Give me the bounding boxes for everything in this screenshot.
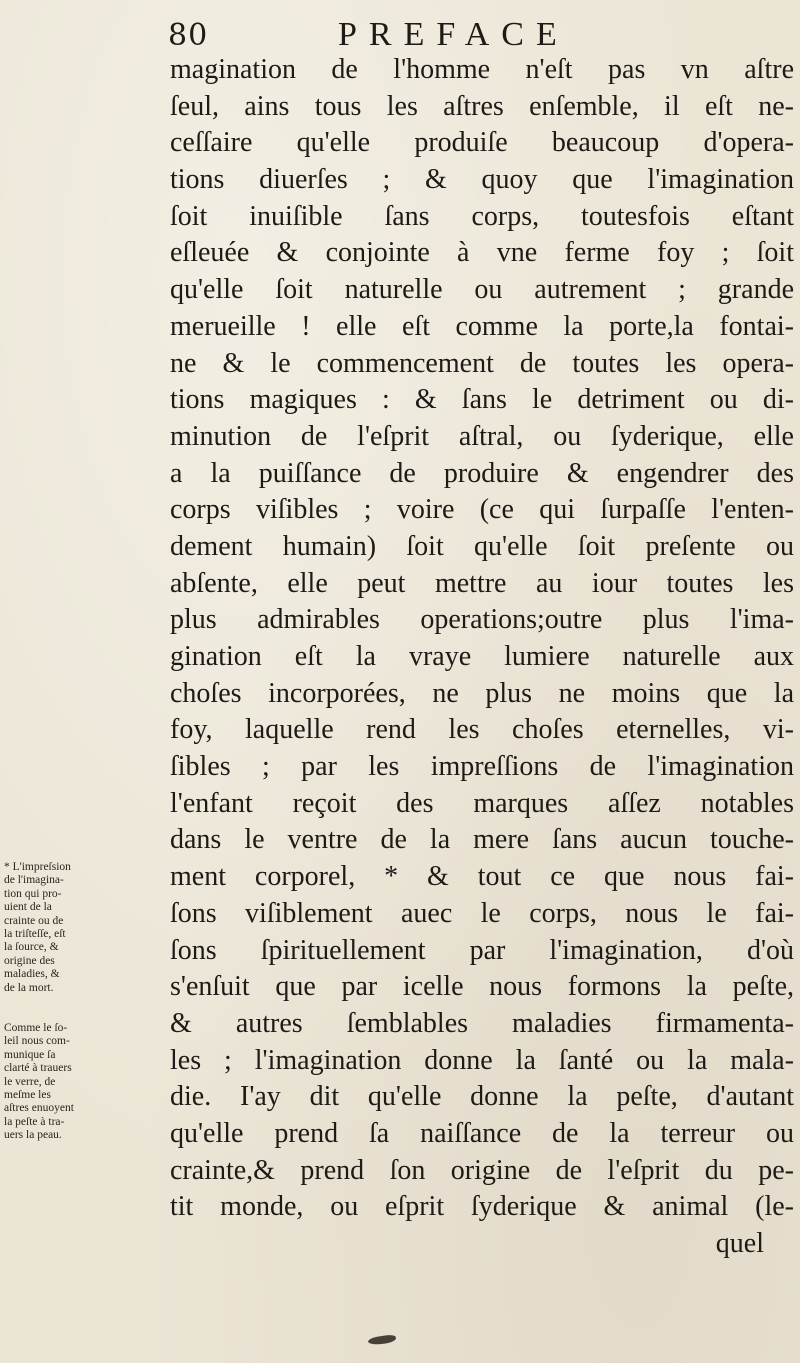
- text-line: foy, laquelle rend les choſes eternelles, vi-: [170, 714, 794, 746]
- text-line: a la puiſſance de produire & engendrer des: [170, 457, 794, 489]
- text-line: eſleuée & conjointe à vne ferme foy ; ſoit: [170, 237, 794, 269]
- text-line: tions diuerſes ; & quoy que l'imagination: [170, 164, 794, 196]
- text-line: qu'elle ſoit naturelle ou autrement ; grande: [170, 274, 794, 306]
- page-number: 80: [168, 18, 209, 53]
- margin-note-line: meſme les: [4, 1089, 51, 1102]
- ink-blot-icon: [368, 1334, 397, 1346]
- margin-note-line: origine des: [4, 954, 55, 967]
- text-line: ſeul, ains tous les aſtres enſemble, il eſt ne-: [170, 90, 794, 122]
- catchword: quel: [715, 1228, 764, 1259]
- margin-note-line: leil nous com-: [4, 1035, 70, 1048]
- text-line: tions magiques : & ſans le detriment ou di-: [170, 384, 794, 416]
- text-line: & autres ſemblables maladies firmamenta-: [170, 1007, 794, 1039]
- text-line: dans le ventre de la mere ſans aucun touche-: [170, 824, 794, 856]
- text-line: tit monde, ou eſprit ſyderique & animal (le-: [170, 1191, 794, 1223]
- text-line: ſons viſiblement auec le corps, nous le fai-: [170, 897, 794, 929]
- text-line: ſons ſpirituellement par l'imagination, d'où: [170, 934, 794, 966]
- text-line: qu'elle prend ſa naiſſance de la terreur ou: [170, 1117, 794, 1149]
- margin-note-line: la ſource, &: [4, 941, 59, 954]
- margin-note-line: aſtres enuoyent: [4, 1102, 74, 1115]
- running-title: PREFACE: [338, 16, 569, 53]
- text-line: ſoit inuiſible ſans corps, toutesfois eſtant: [170, 200, 794, 232]
- margin-note-line: de la mort.: [4, 981, 54, 994]
- text-line: minution de l'eſprit aſtral, ou ſyderique, elle: [170, 420, 794, 452]
- margin-note-sun: [4, 1022, 124, 1143]
- text-line: merueille ! elle eſt comme la porte,la fontai-: [170, 310, 794, 342]
- text-line: abſente, elle peut mettre au iour toutes les: [170, 567, 794, 599]
- margin-note-line: crainte ou de: [4, 914, 64, 927]
- margin-note-line: uers la peau.: [4, 1129, 62, 1142]
- text-line: magination de l'homme n'eſt pas vn aſtre: [170, 54, 794, 85]
- text-line: les ; l'imagination donne la ſanté ou la mala-: [170, 1044, 794, 1076]
- text-line: dement humain) ſoit qu'elle ſoit preſente ou: [170, 530, 794, 562]
- text-line: crainte,& prend ſon origine de l'eſprit du pe-: [170, 1154, 794, 1186]
- margin-note-line: tion qui pro-: [4, 887, 62, 900]
- body-text: [170, 52, 794, 1263]
- text-line: corps viſibles ; voire (ce qui ſurpaſſe l'enten-: [170, 494, 794, 526]
- text-line: choſes incorporées, ne plus ne moins que la: [170, 677, 794, 709]
- margin-note-line: la triſteſſe, eſt: [4, 928, 66, 941]
- text-line: l'enfant reçoit des marques aſſez notables: [170, 787, 794, 819]
- margin-note-line: de l'imagina-: [4, 874, 64, 887]
- text-line: die. I'ay dit qu'elle donne la peſte, d'autant: [170, 1081, 794, 1113]
- margin-note-line: * L'impreſsion: [4, 861, 71, 873]
- text-line: ment corporel, * & tout ce que nous fai-: [170, 861, 794, 893]
- margin-note-line: maladies, &: [4, 968, 60, 981]
- margin-note-line: Comme le ſo-: [4, 1022, 68, 1034]
- text-line: s'enſuit que par icelle nous formons la peſte,: [170, 971, 794, 1003]
- text-line: ceſſaire qu'elle produiſe beaucoup d'opera-: [170, 127, 794, 159]
- text-line: gination eſt la vraye lumiere naturelle aux: [170, 641, 794, 672]
- margin-note-line: le verre, de: [4, 1075, 56, 1088]
- margin-note-line: uient de la: [4, 901, 52, 914]
- text-line: plus admirables operations;outre plus l'ima-: [170, 604, 794, 636]
- text-line: ſibles ; par les impreſſions de l'imagination: [170, 751, 794, 783]
- margin-note-line: la peſte à tra-: [4, 1115, 65, 1128]
- text-line: ne & le commencement de toutes les opera-: [170, 347, 794, 379]
- margin-note-line: clarté à trauers: [4, 1062, 72, 1075]
- margin-note-line: munique ſa: [4, 1048, 56, 1061]
- margin-note-imagination: [4, 861, 124, 995]
